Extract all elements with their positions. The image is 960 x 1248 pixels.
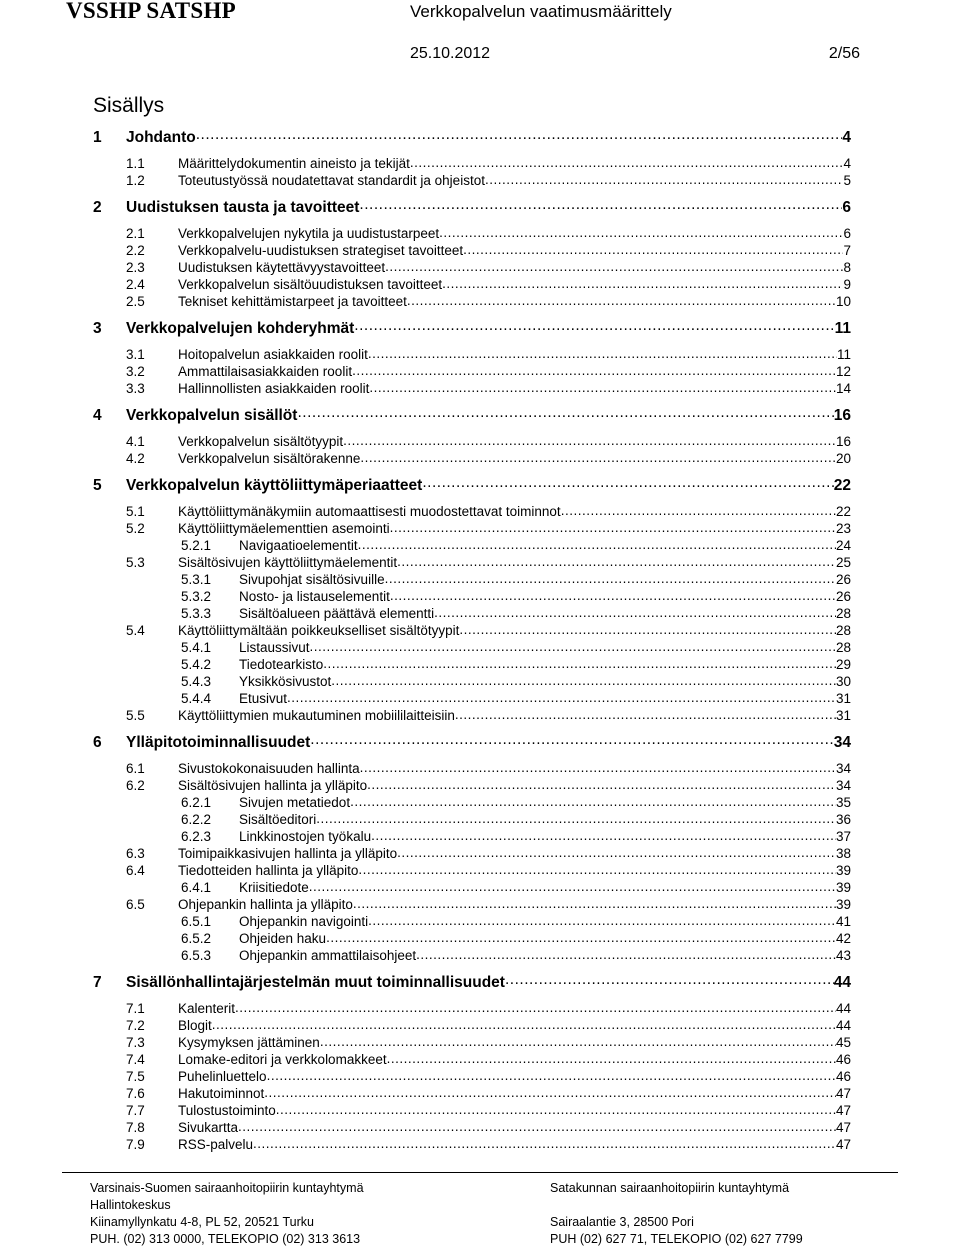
toc-entry-title[interactable]: Käyttöliittymien mukautuminen mobiililaitteisiin xyxy=(178,707,455,723)
toc-entry[interactable] xyxy=(93,1067,851,1084)
toc-leader-dots xyxy=(442,275,843,289)
toc-entry-page: 11 xyxy=(834,319,851,337)
toc-entry[interactable] xyxy=(93,292,851,309)
toc-entry[interactable] xyxy=(93,1050,851,1067)
toc-entry-page: 47 xyxy=(835,1119,851,1135)
toc-entry-page: 45 xyxy=(835,1034,851,1050)
toc-entry-number: 4 xyxy=(93,406,102,424)
toc-entry-title[interactable]: Lomake-editori ja verkkolomakkeet xyxy=(178,1051,387,1067)
footer-right-line: PUH (02) 627 71, TELEKOPIO (02) 627 7799 xyxy=(550,1232,803,1246)
toc-entry-number: 5.2.1 xyxy=(181,537,212,553)
toc-entry-page: 36 xyxy=(835,811,851,827)
toc-entry-number: 7.1 xyxy=(126,1000,145,1016)
toc-leader-dots xyxy=(359,196,842,212)
toc-entry-number: 5.3.3 xyxy=(181,605,212,621)
toc-entry[interactable] xyxy=(93,655,851,672)
toc-entry-title[interactable]: Johdanto xyxy=(126,128,196,146)
toc-leader-dots xyxy=(287,689,836,703)
toc-leader-dots xyxy=(397,553,836,567)
toc-entry-number: 3.1 xyxy=(126,346,145,362)
document-date: 25.10.2012 xyxy=(410,45,491,62)
toc-leader-dots xyxy=(238,1118,836,1132)
toc-entry-title[interactable]: Sisältösivujen hallinta ja ylläpito xyxy=(178,777,368,793)
toc-entry[interactable] xyxy=(93,432,851,449)
footer-divider xyxy=(62,1172,898,1173)
toc-entry-title[interactable]: Uudistuksen tausta ja tavoitteet xyxy=(126,198,360,216)
toc-entry[interactable] xyxy=(93,638,851,655)
toc-entry[interactable] xyxy=(93,519,851,536)
toc-leader-dots xyxy=(434,604,836,618)
toc-entry-number: 5.3.1 xyxy=(181,571,212,587)
toc-entry[interactable] xyxy=(93,810,851,827)
toc-entry[interactable] xyxy=(93,1101,851,1118)
toc-entry-page: 24 xyxy=(835,537,851,553)
toc-entry-page: 34 xyxy=(835,777,851,793)
toc-entry-number: 6.2.2 xyxy=(181,811,212,827)
toc-entry-number: 3.3 xyxy=(126,380,145,396)
toc-entry-title[interactable]: Ammattilaisasiakkaiden roolit xyxy=(178,363,353,379)
toc-entry[interactable] xyxy=(93,258,851,275)
toc-leader-dots xyxy=(196,126,843,142)
toc-entry[interactable] xyxy=(93,672,851,689)
toc-entry-title[interactable]: Toimipaikkasivujen hallinta ja ylläpito xyxy=(178,845,398,861)
toc-entry[interactable] xyxy=(93,449,851,466)
toc-entry-title[interactable]: Sivukartta xyxy=(178,1119,239,1135)
toc-entry-title[interactable]: Puhelinluettelo xyxy=(178,1068,267,1084)
toc-entry-title[interactable]: Käyttöliittymältään poikkeukselliset sisältötyypit xyxy=(178,622,460,638)
toc-entry-title[interactable]: Blogit xyxy=(178,1017,212,1033)
toc-entry-page: 41 xyxy=(835,913,851,929)
toc-leader-dots xyxy=(410,154,844,168)
toc-entry-page: 14 xyxy=(835,380,851,396)
toc-entry-number: 7.8 xyxy=(126,1119,145,1135)
toc-leader-dots xyxy=(369,379,836,393)
toc-entry-page: 28 xyxy=(835,605,851,621)
organization-logo: VSSHP SATSHP xyxy=(66,0,236,23)
toc-leader-dots xyxy=(358,861,836,875)
toc-entry[interactable] xyxy=(93,474,851,495)
footer-left xyxy=(90,1180,364,1248)
toc-leader-dots xyxy=(331,672,836,686)
toc-entry-title[interactable]: Verkkopalvelujen nykytila ja uudistustarpeet xyxy=(178,225,440,241)
toc-entry-page: 25 xyxy=(835,554,851,570)
toc-entry-number: 6.4.1 xyxy=(181,879,212,895)
toc-entry-title[interactable]: Listaussivut xyxy=(239,639,310,655)
toc-entry-title[interactable]: Käyttöliittymänäkymiin automaattisesti muodostettavat toiminnot xyxy=(178,503,561,519)
toc-entry[interactable] xyxy=(93,604,851,621)
toc-entry-page: 4 xyxy=(842,128,851,146)
toc-leader-dots xyxy=(368,912,836,926)
toc-entry[interactable] xyxy=(93,731,851,752)
toc-entry-page: 12 xyxy=(835,363,851,379)
toc-entry-number: 6.5.3 xyxy=(181,947,212,963)
document-title: Verkkopalvelun vaatimusmäärittely xyxy=(410,2,672,21)
toc-entry-number: 5.1 xyxy=(126,503,145,519)
toc-entry-page: 6 xyxy=(843,225,851,241)
toc-leader-dots xyxy=(323,655,836,669)
toc-entry-title[interactable]: Uudistuksen käytettävyystavoitteet xyxy=(178,259,386,275)
toc-leader-dots xyxy=(350,793,836,807)
toc-entry[interactable] xyxy=(93,844,851,861)
toc-entry-title[interactable]: Tiedotteiden hallinta ja ylläpito xyxy=(178,862,359,878)
toc-entry-title[interactable]: Kriisitiedote xyxy=(239,879,309,895)
toc-entry[interactable] xyxy=(93,404,851,425)
toc-entry-page: 43 xyxy=(835,947,851,963)
toc-entry-page: 38 xyxy=(835,845,851,861)
toc-leader-dots xyxy=(310,731,833,747)
toc-entry-page: 47 xyxy=(835,1085,851,1101)
toc-entry-title[interactable]: Kysymyksen jättäminen xyxy=(178,1034,320,1050)
toc-entry[interactable] xyxy=(93,878,851,895)
toc-leader-dots xyxy=(358,536,836,550)
toc-entry[interactable] xyxy=(93,621,851,638)
toc-entry-title[interactable]: Navigaatioelementit xyxy=(239,537,358,553)
toc-entry-title[interactable]: Linkkinostojen työkalu xyxy=(239,828,372,844)
toc-leader-dots xyxy=(343,432,836,446)
toc-entry-number: 6 xyxy=(93,733,102,751)
toc-entry-title[interactable]: Nosto- ja listauselementit xyxy=(239,588,390,604)
toc-entry-page: 9 xyxy=(843,276,851,292)
toc-entry-page: 23 xyxy=(835,520,851,536)
toc-entry-title[interactable]: Ohjeiden haku xyxy=(239,930,327,946)
toc-entry[interactable] xyxy=(93,776,851,793)
toc-entry-page: 16 xyxy=(835,433,851,449)
toc-leader-dots xyxy=(235,999,836,1013)
toc-entry[interactable] xyxy=(93,689,851,706)
toc-leader-dots xyxy=(360,449,836,463)
toc-entry-page: 47 xyxy=(835,1102,851,1118)
toc-entry-page: 10 xyxy=(835,293,851,309)
toc-entry-number: 3.2 xyxy=(126,363,145,379)
toc-entry-number: 7.3 xyxy=(126,1034,145,1050)
toc-entry-page: 47 xyxy=(835,1136,851,1152)
toc-entry-title[interactable]: Verkkopalvelun sisältörakenne xyxy=(178,450,361,466)
toc-entry-title[interactable]: Kalenterit xyxy=(178,1000,236,1016)
toc-entry-page: 28 xyxy=(835,639,851,655)
toc-leader-dots xyxy=(455,706,836,720)
toc-leader-dots xyxy=(267,1067,836,1081)
toc-entry-page: 20 xyxy=(835,450,851,466)
toc-entry-number: 5.4.4 xyxy=(181,690,212,706)
toc-entry-number: 2.2 xyxy=(126,242,145,258)
toc-entry-title[interactable]: Sivujen metatiedot xyxy=(239,794,351,810)
toc-entry[interactable] xyxy=(93,317,851,338)
toc-entry[interactable] xyxy=(93,1016,851,1033)
toc-entry-number: 5.2 xyxy=(126,520,145,536)
toc-entry-number: 4.2 xyxy=(126,450,145,466)
toc-entry-number: 5.3.2 xyxy=(181,588,212,604)
toc-entry-page: 5 xyxy=(843,172,851,188)
toc-entry-title[interactable]: Ohjepankin ammattilaisohjeet xyxy=(239,947,417,963)
toc-leader-dots xyxy=(385,570,836,584)
toc-entry[interactable] xyxy=(93,1084,851,1101)
toc-entry[interactable] xyxy=(93,971,851,992)
toc-leader-dots xyxy=(390,519,836,533)
toc-entry-title[interactable]: Verkkopalvelun käyttöliittymäperiaatteet xyxy=(126,476,423,494)
toc-entry[interactable] xyxy=(93,553,851,570)
toc-entry-page: 35 xyxy=(835,794,851,810)
toc-entry-page: 44 xyxy=(835,1000,851,1016)
toc-entry-number: 2.5 xyxy=(126,293,145,309)
toc-entry-page: 34 xyxy=(835,760,851,776)
toc-entry-title[interactable]: Sisältösivujen käyttöliittymäelementit xyxy=(178,554,398,570)
toc-entry-page: 26 xyxy=(835,571,851,587)
toc-entry-number: 6.4 xyxy=(126,862,145,878)
toc-leader-dots xyxy=(367,776,836,790)
toc-entry-page: 28 xyxy=(835,622,851,638)
toc-leader-dots xyxy=(387,1050,836,1064)
footer-right xyxy=(550,1180,803,1248)
toc-leader-dots xyxy=(390,587,836,601)
page-number: 2/56 xyxy=(828,45,860,62)
toc-entry-page: 34 xyxy=(833,733,851,751)
toc-entry-page: 8 xyxy=(843,259,851,275)
toc-entry-number: 4.1 xyxy=(126,433,145,449)
toc-leader-dots xyxy=(422,474,833,490)
footer-left-line: Hallintokeskus xyxy=(90,1198,171,1212)
toc-entry-number: 2 xyxy=(93,198,102,216)
toc-entry-number: 1 xyxy=(93,128,102,146)
toc-entry-number: 6.5.2 xyxy=(181,930,212,946)
toc-entry-page: 22 xyxy=(833,476,851,494)
toc-entry-title[interactable]: Sisältöalueen päättävä elementti xyxy=(239,605,435,621)
table-of-contents xyxy=(93,126,851,1152)
toc-entry-number: 5.5 xyxy=(126,707,145,723)
toc-entry[interactable] xyxy=(93,536,851,553)
footer-left-line: PUH. (02) 313 0000, TELEKOPIO (02) 313 3613 xyxy=(90,1232,361,1246)
toc-entry-number: 7.9 xyxy=(126,1136,145,1152)
toc-leader-dots xyxy=(407,292,836,306)
toc-entry-title[interactable]: Verkkopalvelujen kohderyhmät xyxy=(126,319,355,337)
toc-entry-title[interactable]: Tulostustoiminto xyxy=(178,1102,276,1118)
toc-entry-page: 16 xyxy=(833,406,851,424)
toc-entry-number: 2.1 xyxy=(126,225,145,241)
toc-leader-dots xyxy=(264,1084,836,1098)
toc-entry-number: 6.2.3 xyxy=(181,828,212,844)
toc-entry-title[interactable]: Hallinnollisten asiakkaiden roolit xyxy=(178,380,370,396)
toc-entry-title[interactable]: Ohjepankin hallinta ja ylläpito xyxy=(178,896,353,912)
toc-entry-page: 11 xyxy=(836,346,851,362)
toc-entry-page: 46 xyxy=(835,1051,851,1067)
toc-entry-title[interactable]: Tiedotearkisto xyxy=(239,656,324,672)
toc-entry-number: 7.7 xyxy=(126,1102,145,1118)
toc-entry[interactable] xyxy=(93,929,851,946)
toc-entry-page: 39 xyxy=(835,896,851,912)
toc-leader-dots xyxy=(505,971,834,987)
toc-entry-number: 5.4.2 xyxy=(181,656,212,672)
toc-entry-title[interactable]: Ylläpitotoiminnallisuudet xyxy=(126,733,311,751)
toc-entry-page: 26 xyxy=(835,588,851,604)
toc-entry-page: 6 xyxy=(842,198,851,216)
toc-leader-dots xyxy=(561,502,836,516)
toc-entry-number: 1.2 xyxy=(126,172,145,188)
toc-entry-number: 2.3 xyxy=(126,259,145,275)
toc-leader-dots xyxy=(297,404,833,420)
toc-entry-title[interactable]: Sisältöeditori xyxy=(239,811,317,827)
toc-entry-page: 42 xyxy=(835,930,851,946)
toc-entry-title[interactable]: Hakutoiminnot xyxy=(178,1085,265,1101)
toc-entry-title[interactable]: Käyttöliittymäelementtien asemointi xyxy=(178,520,390,536)
toc-leader-dots xyxy=(326,929,836,943)
toc-entry-page: 22 xyxy=(835,503,851,519)
toc-entry-title[interactable]: Verkkopalvelun sisällöt xyxy=(126,406,298,424)
toc-entry[interactable] xyxy=(93,154,851,171)
toc-entry-number: 5 xyxy=(93,476,102,494)
toc-entry[interactable] xyxy=(93,1118,851,1135)
toc-entry-title[interactable]: Hoitopalvelun asiakkaiden roolit xyxy=(178,346,368,362)
toc-entry-title[interactable]: Sisällönhallintajärjestelmän muut toiminnallisuudet xyxy=(126,973,505,991)
toc-entry-number: 6.2.1 xyxy=(181,794,212,810)
toc-leader-dots xyxy=(353,895,836,909)
toc-leader-dots xyxy=(371,827,836,841)
toc-leader-dots xyxy=(320,1033,836,1047)
toc-entry-number: 6.1 xyxy=(126,760,145,776)
toc-entry-number: 5.3 xyxy=(126,554,145,570)
toc-leader-dots xyxy=(439,224,843,238)
toc-leader-dots xyxy=(360,759,836,773)
toc-entry[interactable] xyxy=(93,895,851,912)
toc-entry[interactable] xyxy=(93,827,851,844)
toc-leader-dots xyxy=(309,878,836,892)
toc-entry[interactable] xyxy=(93,912,851,929)
toc-entry-number: 5.4 xyxy=(126,622,145,638)
toc-entry-page: 4 xyxy=(843,155,851,171)
toc-entry-page: 37 xyxy=(835,828,851,844)
toc-entry-number: 6.5 xyxy=(126,896,145,912)
footer-left-line: Kiinamyllynkatu 4-8, PL 52, 20521 Turku xyxy=(90,1215,314,1229)
toc-entry[interactable] xyxy=(93,126,851,147)
toc-leader-dots xyxy=(459,621,836,635)
toc-entry-number: 5.4.1 xyxy=(181,639,212,655)
toc-entry[interactable] xyxy=(93,793,851,810)
toc-entry[interactable] xyxy=(93,502,851,519)
toc-entry-number: 7.5 xyxy=(126,1068,145,1084)
toc-leader-dots xyxy=(310,638,836,652)
toc-entry-number: 7.4 xyxy=(126,1051,145,1067)
toc-entry-page: 44 xyxy=(835,1017,851,1033)
toc-entry-number: 6.5.1 xyxy=(181,913,212,929)
toc-entry-page: 31 xyxy=(835,690,851,706)
toc-entry-title[interactable]: Verkkopalvelu-uudistuksen strategiset tavoitteet xyxy=(178,242,464,258)
toc-entry-page: 46 xyxy=(835,1068,851,1084)
toc-leader-dots xyxy=(352,362,836,376)
toc-entry-title[interactable]: RSS-palvelu xyxy=(178,1136,254,1152)
toc-entry[interactable] xyxy=(93,861,851,878)
toc-entry-page: 31 xyxy=(835,707,851,723)
toc-entry-title[interactable]: Määrittelydokumentin aineisto ja tekijät xyxy=(178,155,410,171)
toc-entry-title[interactable]: Ohjepankin navigointi xyxy=(239,913,369,929)
toc-entry[interactable] xyxy=(93,379,851,396)
toc-entry[interactable] xyxy=(93,171,851,188)
toc-leader-dots xyxy=(316,810,836,824)
toc-leader-dots xyxy=(212,1016,836,1030)
toc-entry-title[interactable]: Yksikkösivustot xyxy=(239,673,332,689)
toc-leader-dots xyxy=(385,258,843,272)
toc-leader-dots xyxy=(463,241,843,255)
toc-entry[interactable] xyxy=(93,196,851,217)
toc-entry-title[interactable]: Sivustokokonaisuuden hallinta xyxy=(178,760,360,776)
toc-entry-page: 29 xyxy=(835,656,851,672)
toc-entry-number: 5.4.3 xyxy=(181,673,212,689)
footer-left-line: Varsinais-Suomen sairaanhoitopiirin kuntayhtymä xyxy=(90,1181,364,1195)
toc-leader-dots xyxy=(485,171,844,185)
toc-entry[interactable] xyxy=(93,362,851,379)
footer-right-line: Satakunnan sairaanhoitopiirin kuntayhtymä xyxy=(550,1181,790,1195)
footer-right-line xyxy=(550,1197,803,1214)
toc-entry-title[interactable]: Sivupohjat sisältösivuille xyxy=(239,571,385,587)
toc-leader-dots xyxy=(368,345,837,359)
toc-entry[interactable] xyxy=(93,946,851,963)
toc-entry[interactable] xyxy=(93,706,851,723)
toc-entry-number: 7.2 xyxy=(126,1017,145,1033)
toc-entry-page: 7 xyxy=(843,242,851,258)
toc-entry[interactable] xyxy=(93,1135,851,1152)
footer-right-line: Sairaalantie 3, 28500 Pori xyxy=(550,1215,694,1229)
toc-entry[interactable] xyxy=(93,345,851,362)
toc-entry[interactable] xyxy=(93,759,851,776)
toc-entry-number: 1.1 xyxy=(126,155,145,171)
toc-entry[interactable] xyxy=(93,1033,851,1050)
toc-entry-title[interactable]: Tekniset kehittämistarpeet ja tavoitteet xyxy=(178,293,407,309)
toc-entry[interactable] xyxy=(93,241,851,258)
toc-entry[interactable] xyxy=(93,224,851,241)
toc-leader-dots xyxy=(354,317,834,333)
toc-heading: Sisällys xyxy=(93,94,165,117)
toc-leader-dots xyxy=(397,844,836,858)
toc-entry-page: 44 xyxy=(833,973,851,991)
toc-entry-title[interactable]: Verkkopalvelun sisältötyypit xyxy=(178,433,344,449)
toc-entry-number: 6.3 xyxy=(126,845,145,861)
toc-entry[interactable] xyxy=(93,999,851,1016)
toc-entry-number: 7.6 xyxy=(126,1085,145,1101)
toc-entry-title[interactable]: Verkkopalvelun sisältöuudistuksen tavoitteet xyxy=(178,276,443,292)
toc-entry[interactable] xyxy=(93,275,851,292)
toc-entry-number: 6.2 xyxy=(126,777,145,793)
toc-entry-number: 2.4 xyxy=(126,276,145,292)
toc-entry-title[interactable]: Toteutustyössä noudatettavat standardit ja ohjeistot xyxy=(178,172,485,188)
toc-leader-dots xyxy=(416,946,836,960)
toc-leader-dots xyxy=(253,1135,836,1149)
toc-entry-page: 39 xyxy=(835,879,851,895)
toc-entry[interactable] xyxy=(93,587,851,604)
toc-entry-number: 3 xyxy=(93,319,102,337)
toc-entry[interactable] xyxy=(93,570,851,587)
toc-entry-page: 30 xyxy=(835,673,851,689)
toc-leader-dots xyxy=(276,1101,836,1115)
toc-entry-number: 7 xyxy=(93,973,102,991)
toc-entry-title[interactable]: Etusivut xyxy=(239,690,288,706)
toc-entry-page: 39 xyxy=(835,862,851,878)
